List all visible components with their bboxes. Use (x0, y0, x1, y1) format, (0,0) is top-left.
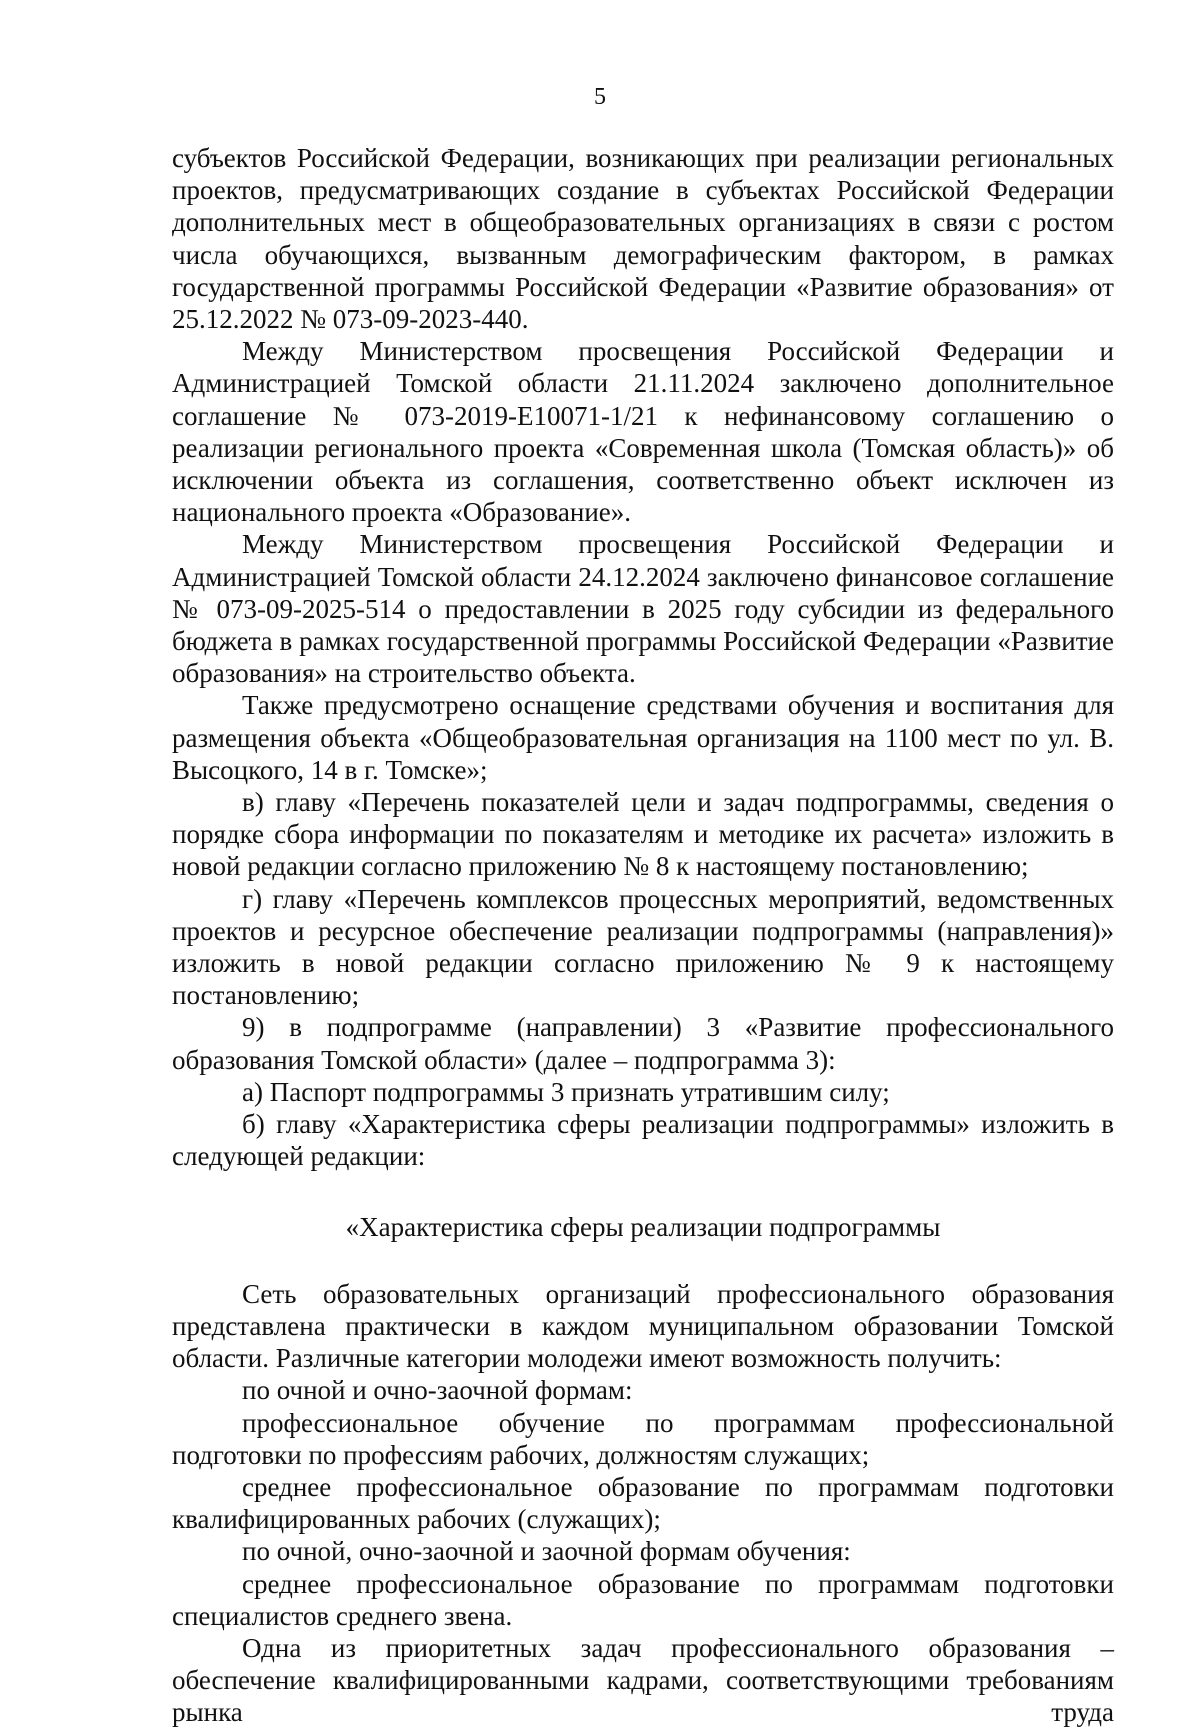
paragraph: Также предусмотрено оснащение средствами обучения и воспитания для размещения объекта «Общеобразовательная организация на 1100 мест по ул. В. Высоцкого, 14 в г. Томске»; (172, 690, 1114, 785)
paragraph: а) Паспорт подпрограммы 3 признать утратившим силу; (242, 1076, 890, 1107)
paragraph: б) главу «Характеристика сферы реализации подпрограммы» изложить в следующей редакции: (172, 1109, 1114, 1172)
paragraph: по очной и очно-заочной формам: (242, 1375, 633, 1406)
page-number: 5 (594, 84, 606, 110)
paragraph: среднее профессиональное образование по программам подготовки квалифицированных рабочих (служащих); (172, 1471, 1114, 1535)
paragraph: профессиональное обучение по программам профессиональной подготовки по профессиям рабочих, должностям служащих; (172, 1407, 1114, 1470)
paragraph: г) главу «Перечень комплексов процессных мероприятий, ведомственных проектов и ресурсное обеспечение реализации подпрограммы (направления)» изложить в новой редакции согласно приложению № 9 к настоящему постановлению; (172, 883, 1114, 1011)
section-heading: «Характеристика сферы реализации подпрограммы (345, 1211, 941, 1242)
paragraph: Одна из приоритетных задач профессионального образования – обеспечение квалифицированными кадрами, соответствующими требованиям рынка труда (172, 1632, 1114, 1728)
paragraph: субъектов Российской Федерации, возникающих при реализации региональных проектов, предусматривающих создание в субъектах Российской Федерации дополнительных мест в общеобразовательных организациях в связи с ростом числа обучающихся, вызванным демографическим фактором, в рамках государственной программы Российской Федерации «Развитие образования» от 25.12.2022 № 073-09-2023-440. (172, 143, 1114, 335)
document-body (172, 142, 1114, 1729)
paragraph: в) главу «Перечень показателей цели и задач подпрограммы, сведения о порядке сбора информации по показателям и методике их расчета» изложить в новой редакции согласно приложению № 8 к настоящему постановлению; (172, 787, 1114, 882)
paragraph: среднее профессиональное образование по программам подготовки специалистов среднего звена. (172, 1568, 1114, 1631)
paragraph: Между Министерством просвещения Российской Федерации и Администрацией Томской области 24.12.2024 заключено финансовое соглашение № 073-09-2025-514 о предоставлении в 2025 году субсидии из федерального бюджета в рамках государственной программы Российской Федерации «Развитие образования» на строительство объекта. (172, 529, 1114, 689)
paragraph: Сеть образовательных организаций профессионального образования представлена практически в каждом муниципальном образовании Томской области. Различные категории молодежи имеют возможность получить: (172, 1278, 1114, 1374)
paragraph: Между Министерством просвещения Российской Федерации и Администрацией Томской области 21.11.2024 заключено дополнительное соглашение № 073-2019-Е10071-1/21 к нефинансовому соглашению о реализации регионального проекта «Современная школа (Томская область)» об исключении объекта из соглашения, соответственно объект исключен из национального проекта «Образование». (172, 336, 1114, 528)
paragraph: по очной, очно-заочной и заочной формам обучения: (242, 1536, 851, 1567)
paragraph: 9) в подпрограмме (направлении) 3 «Развитие профессионального образования Томской области» (далее – подпрограмма 3): (172, 1012, 1114, 1075)
